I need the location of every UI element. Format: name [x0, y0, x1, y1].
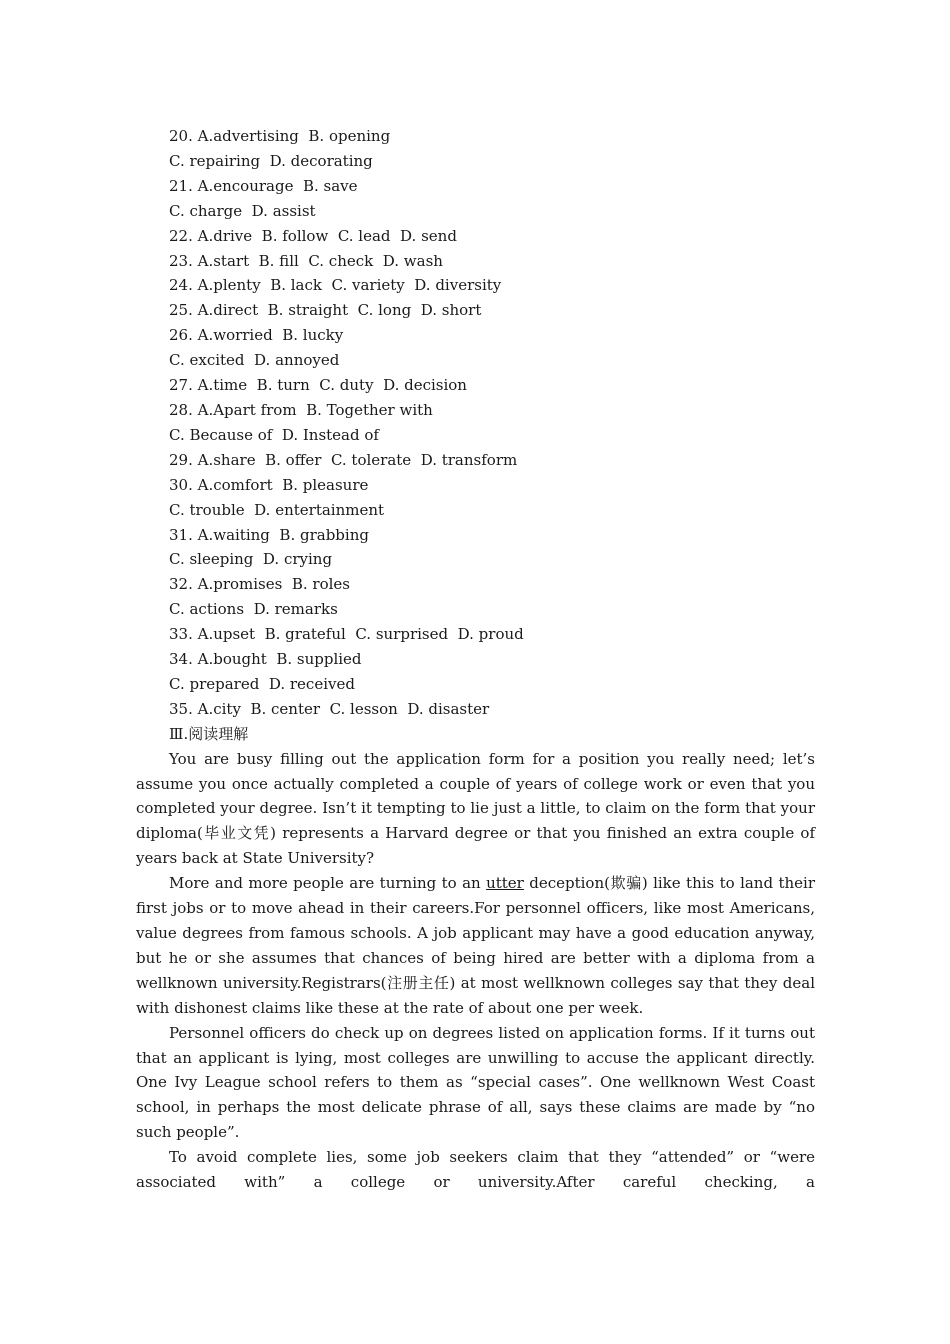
- option-line: C. trouble D. entertainment: [169, 500, 385, 519]
- section-heading: Ⅲ.阅读理解: [169, 724, 249, 743]
- paragraph-text: More and more people are turning to an: [169, 874, 487, 893]
- option-line: 22. A.drive B. follow C. lead D. send: [169, 226, 457, 245]
- reading-paragraph-4: To avoid complete lies, some job seekers claim that they “attended” or “were associated with” a college or university.After careful checking, a: [136, 1148, 815, 1192]
- option-line: 29. A.share B. offer C. tolerate D. transform: [169, 450, 518, 469]
- answer-options: [136, 124, 815, 722]
- option-line: 27. A.time B. turn C. duty D. decision: [169, 376, 467, 395]
- option-line: 23. A.start B. fill C. check D. wash: [169, 251, 443, 270]
- option-line: C. excited D. annoyed: [169, 351, 340, 370]
- option-line: C. Because of D. Instead of: [169, 425, 379, 444]
- option-line: 25. A.direct B. straight C. long D. short: [169, 301, 482, 320]
- option-line: 24. A.plenty B. lack C. variety D. diversity: [169, 276, 502, 295]
- option-line: 32. A.promises B. roles: [169, 575, 350, 594]
- option-line: C. sleeping D. crying: [169, 550, 333, 569]
- option-line: 20. A.advertising B. opening: [169, 127, 391, 145]
- paragraph-text: deception(欺骗) like this to land their first jobs or to move ahead in their careers.For personnel officers, like most Americans, value degrees from famous schools. A job applicant may have a good education anyway, but he or she assumes that chances of being hired are better with a diploma from a wellknown university.Registrars(注册主任) at most wellknown colleges say that they deal with dishonest claims like these at the rate of about one per week.: [136, 874, 815, 1017]
- option-line: 35. A.city B. center C. lesson D. disaster: [169, 699, 490, 718]
- reading-paragraph-3: Personnel officers do check up on degrees listed on application forms. If it turns out that an applicant is lying, most colleges are unwilling to accuse the applicant directly. One Ivy League school refers to them as “special cases”. One wellknown West Coast school, in perhaps the most delicate phrase of all, says these claims are made by “no such people”.: [136, 1023, 815, 1142]
- option-line: C. charge D. assist: [169, 201, 316, 220]
- option-line: 33. A.upset B. grateful C. surprised D. proud: [169, 625, 524, 644]
- option-line: 28. A.Apart from B. Together with: [169, 400, 433, 419]
- document-page: [136, 124, 815, 1195]
- reading-paragraph-2: [136, 871, 815, 1020]
- option-line: 26. A.worried B. lucky: [169, 326, 344, 345]
- option-line: 30. A.comfort B. pleasure: [169, 475, 369, 494]
- option-line: C. repairing D. decorating: [169, 151, 373, 170]
- underlined-word: utter: [486, 874, 524, 893]
- option-line: 31. A.waiting B. grabbing: [169, 525, 369, 544]
- option-line: C. actions D. remarks: [169, 600, 338, 619]
- option-line: 21. A.encourage B. save: [169, 176, 358, 195]
- option-line: 34. A.bought B. supplied: [169, 650, 362, 669]
- reading-paragraph-1: You are busy filling out the application form for a position you really need; let’s assume you once actually completed a couple of years of college work or even that you completed your degree. Isn’t it tempting to lie just a little, to claim on the form that your diploma(毕业文凭) represents a Harvard degree or that you finished an extra couple of years back at State University?: [136, 749, 815, 868]
- option-line: C. prepared D. received: [169, 674, 355, 693]
